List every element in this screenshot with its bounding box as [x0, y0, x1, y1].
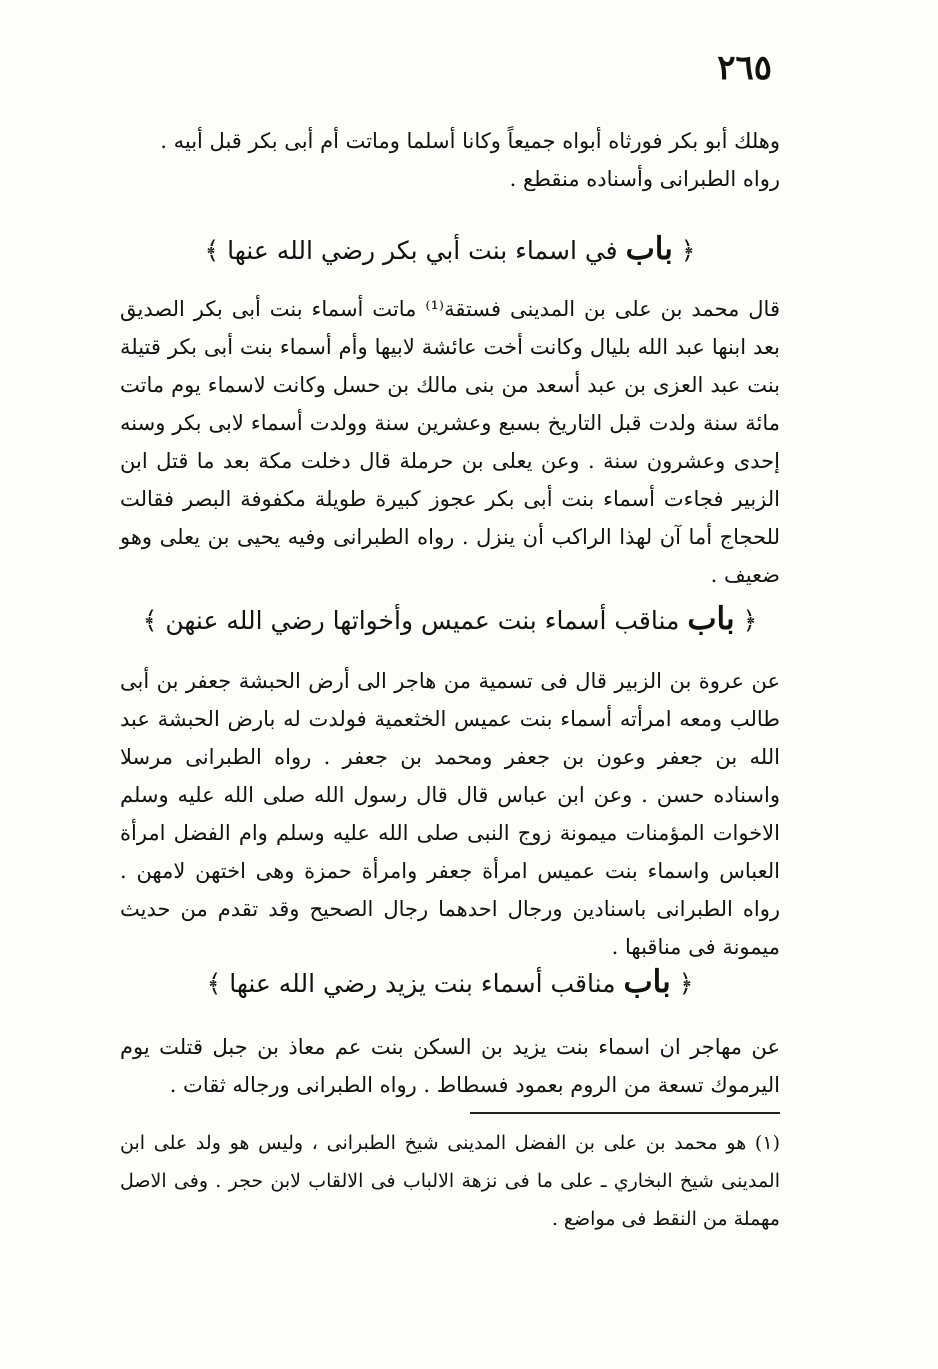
section-2-heading [100, 599, 800, 641]
footnote-text: (١) هو محمد بن على بن الفضل المدينى شيخ الطبرانى ، وليس هو ولد على ابن المدينى شيخ البخاري ـ على ما فى نزهة الالباب فى الالقاب لابن حجر . وفى الاصل مهملة من النقط فى مواضع . [120, 1132, 780, 1230]
section-1-paragraph [120, 290, 780, 594]
section-3-heading [100, 962, 800, 1004]
intro-line-2: رواه الطبرانى وأسناده منقطع . [509, 167, 780, 191]
heading-title: مناقب أسماء بنت يزيد رضي الله عنها [229, 969, 616, 998]
footnote-divider [470, 1112, 780, 1114]
heading-title: في اسماء بنت أبي بكر رضي الله عنها [227, 236, 618, 265]
section-1-text: قال محمد بن على بن المدينى فستقة⁽¹⁾ ماتت أسماء بنت أبى بكر الصديق بعد ابنها عبد الله بليال وكانت أخت عائشة لابيها وأم أسماء بنت أبى بكر قتيلة بنت عبد العزى بن عبد أسعد من بنى مالك بن حسل وكانت لاسماء يوم ماتت مائة سنة ولدت قبل التاريخ بسبع وعشرين سنة وولدت أسماء لابى بكر وسنه إحدى وعشرون سنة . وعن يعلى بن حرملة قال دخلت مكة بعد ما قتل ابن الزبير فجاءت أسماء بنت أبى بكر عجوز كبيرة طويلة مكفوفة البصر فقالت للحجاج أما آن لهذا الراكب أن ينزل . رواه الطبرانى وفيه يحيى بن يعلى وهو ضعيف . [120, 297, 780, 587]
heading-close-bracket: ﴾ [206, 969, 222, 998]
section-3-text: عن مهاجر ان اسماء بنت يزيد بن السكن بنت عم معاذ بن جبل قتلت يوم اليرموك تسعة من الروم بعمود فسطاط . رواه الطبرانى ورجاله ثقات . [120, 1035, 780, 1097]
heading-bab-word: باب [623, 964, 671, 1000]
section-2-paragraph [120, 662, 780, 966]
section-3-paragraph [120, 1028, 780, 1104]
heading-open-bracket: ﴿ [678, 969, 694, 998]
section-1-heading [100, 229, 800, 271]
heading-close-bracket: ﴾ [204, 236, 220, 265]
footnote [120, 1124, 780, 1238]
heading-bab-word: باب [625, 231, 673, 267]
section-2-text: عن عروة بن الزبير قال فى تسمية من هاجر الى أرض الحبشة جعفر بن أبى طالب ومعه امرأته أسماء بنت عميس الخثعمية فولدت له بارض الحبشة عبد الله بن جعفر وعون بن جعفر ومحمد بن جعفر . رواه الطبرانى مرسلا واسناده حسن . وعن ابن عباس قال قال رسول الله صلى الله عليه وسلم الاخوات المؤمنات ميمونة زوج النبى صلى الله عليه وسلم وام الفضل امرأة العباس واسماء بنت عميس امرأة جعفر وامرأة حمزة وهى اختهن لامهن . رواه الطبرانى باسنادين ورجال احدهما رجال الصحيح وقد تقدم من حديث ميمونة فى مناقبها . [120, 669, 780, 959]
heading-title: مناقب أسماء بنت عميس وأخواتها رضي الله عنهن [165, 606, 680, 635]
heading-open-bracket: ﴿ [742, 606, 758, 635]
intro-paragraph [120, 122, 780, 198]
heading-close-bracket: ﴾ [142, 606, 158, 635]
intro-line-1: وهلك أبو بكر فورثاه أبواه جميعاً وكانا أسلما وماتت أم أبى بكر قبل أبيه . [160, 129, 780, 153]
heading-open-bracket: ﴿ [680, 236, 696, 265]
page-number: ٢٦٥ [717, 48, 772, 88]
heading-bab-word: باب [687, 601, 735, 637]
